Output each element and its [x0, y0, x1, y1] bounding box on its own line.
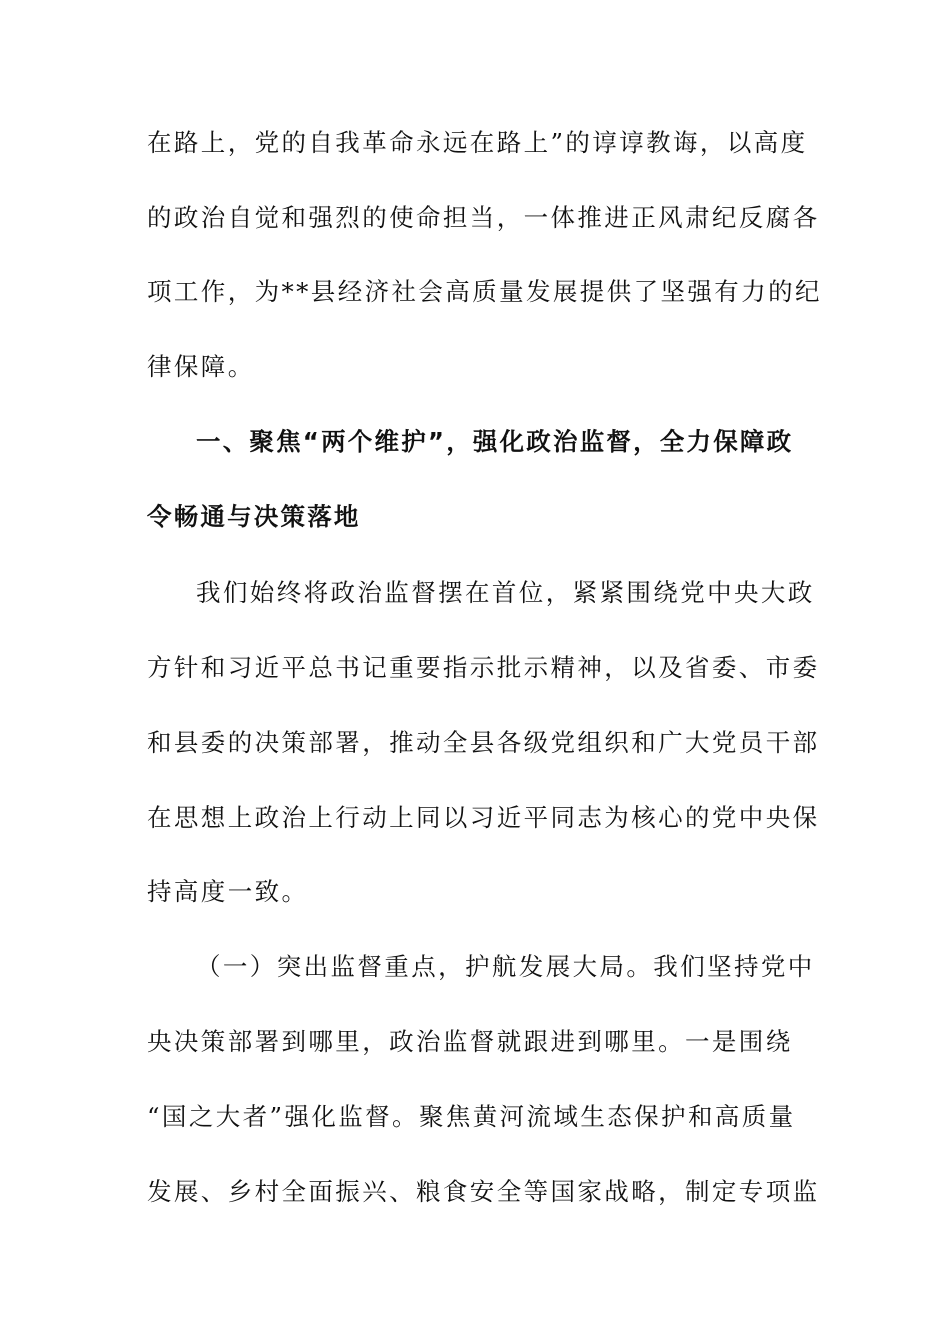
paragraph-line: 的政治自觉和强烈的使命担当，一体推进正风肃纪反腐各 — [147, 203, 820, 232]
paragraph-line: 项工作，为**县经济社会高质量发展提供了坚强有力的纪 — [147, 277, 822, 306]
paragraph-line: （一）突出监督重点，护航发展大局。我们坚持党中 — [196, 952, 815, 981]
paragraph-line: 持高度一致。 — [147, 877, 309, 906]
paragraph-line: 律保障。 — [147, 352, 255, 381]
section-heading: 一、聚焦“两个维护”，强化政治监督，全力保障政 — [196, 427, 794, 456]
paragraph-line: 发展、乡村全面振兴、粮食安全等国家战略，制定专项监 — [147, 1177, 820, 1206]
paragraph-line: 央决策部署到哪里，政治监督就跟进到哪里。一是围绕 — [147, 1027, 793, 1056]
paragraph-line: 方针和习近平总书记重要指示批示精神，以及省委、市委 — [147, 653, 820, 682]
paragraph-line: 我们始终将政治监督摆在首位，紧紧围绕党中央大政 — [196, 578, 815, 607]
paragraph-line: 和县委的决策部署，推动全县各级党组织和广大党员干部 — [147, 728, 820, 757]
paragraph-line: 在思想上政治上行动上同以习近平同志为核心的党中央保 — [147, 803, 820, 832]
paragraph-line: “国之大者”强化监督。聚焦黄河流域生态保护和高质量 — [147, 1102, 796, 1131]
section-heading-continued: 令畅通与决策落地 — [147, 502, 361, 531]
paragraph-line: 在路上，党的自我革命永远在路上”的谆谆教诲，以高度 — [147, 128, 808, 157]
